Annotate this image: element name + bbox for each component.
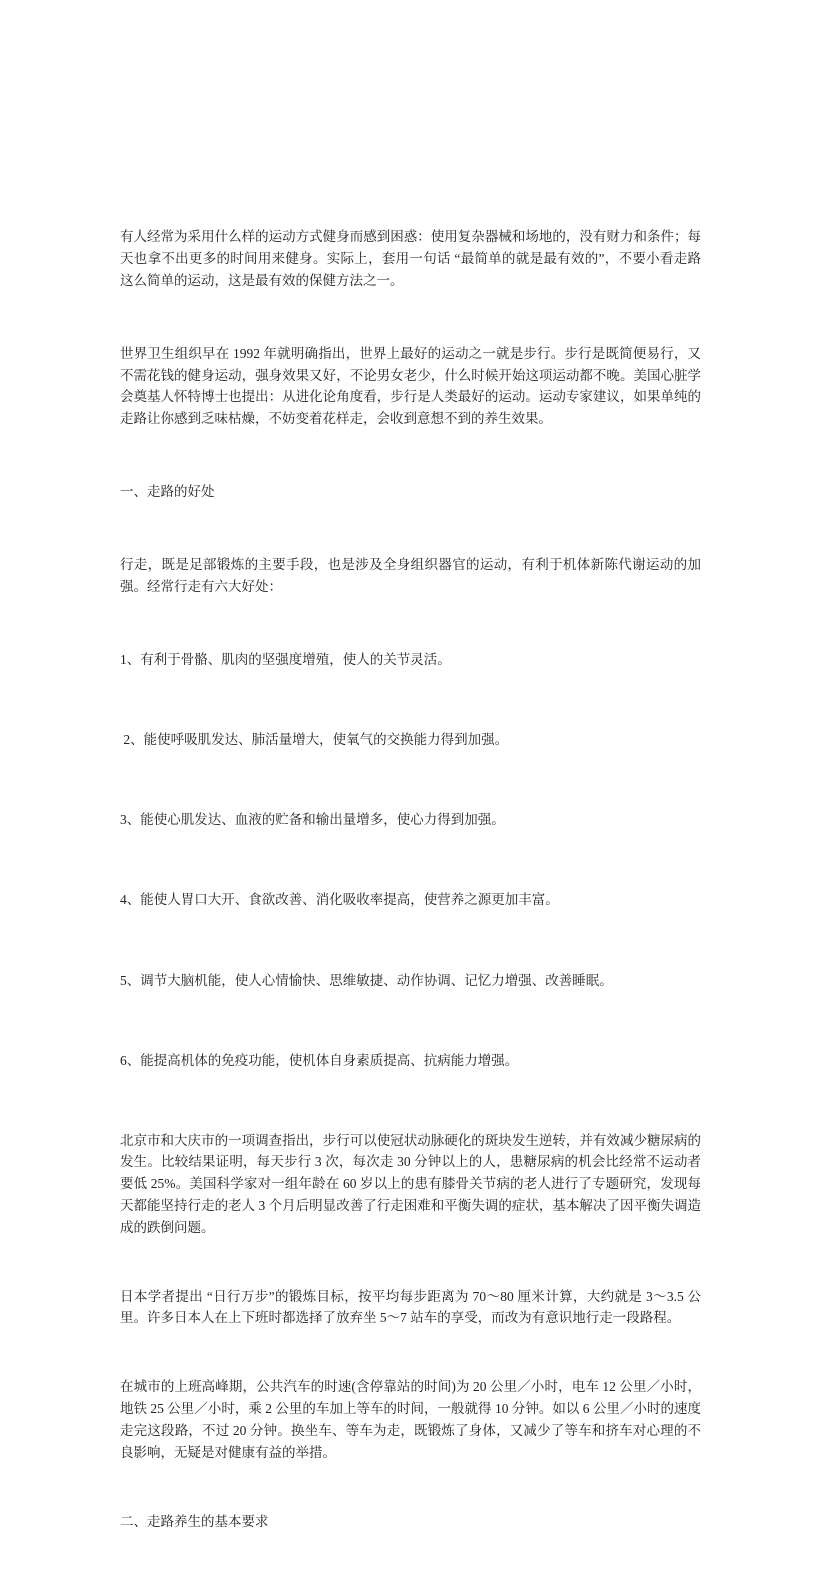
paragraph-commute-walking: 在城市的上班高峰期，公共汽车的时速(含停靠站的时间)为 20 公里／小时，电车 12 公里／小时，地铁 25 公里／小时，乘 2 公里的车加上等车的时间，一般就得 10 分钟。如以 6 公里／小时的速度走完这段路，不过 20 分钟。换坐车、等车为走，既锻炼了身体，又减少了等车和挤车对心理的不良影响，无疑是对健康有益的举措。 (120, 1379, 701, 1460)
benefit-item-4: 4、能使人胃口大开、食欲改善、消化吸收率提高，使营养之源更加丰富。 (120, 892, 559, 908)
benefit-item-3: 3、能使心肌发达、血液的贮备和输出量增多，使心力得到加强。 (120, 812, 505, 828)
benefit-item-2: 2、能使呼吸肌发达、肺活量增大，使氧气的交换能力得到加强。 (120, 732, 509, 748)
section-1-heading: 一、走路的好处 (120, 484, 215, 500)
benefit-item-6: 6、能提高机体的免疫功能，使机体自身素质提高、抗病能力增强。 (120, 1052, 519, 1068)
section-2-heading: 二、走路养生的基本要求 (120, 1513, 269, 1529)
paragraph-benefits-intro: 行走，既是足部锻炼的主要手段，也是涉及全身组织器官的运动，有利于机体新陈代谢运动的加强。经常行走有六大好处： (120, 557, 701, 594)
paragraph-intro-confusion: 有人经常为采用什么样的运动方式健身而感到困惑：使用复杂器械和场地的，没有财力和条件；每天也拿不出更多的时间用来健身。实际上，套用一句话 “最简单的就是最有效的”，不要小看走路这么简单的运动，这是最有效的保健方法之一。 (120, 229, 701, 288)
benefit-item-1: 1、有利于骨骼、肌肉的坚强度增殖，使人的关节灵活。 (120, 652, 451, 668)
document-body-text (120, 183, 701, 1576)
benefit-item-5: 5、调节大脑机能，使人心情愉快、思维敏捷、动作协调、记忆力增强、改善睡眠。 (120, 972, 613, 988)
paragraph-japan-ten-thousand-steps: 日本学者提出 “日行万步”的锻炼目标，按平均每步距离为 70～80 厘米计算，大约就是 3～3.5 公里。许多日本人在上下班时都选择了放弃坐 5～7 站车的享受，而改为有意识地行走一段路程。 (120, 1288, 701, 1326)
paragraph-who-recommendation: 世界卫生组织早在 1992 年就明确指出，世界上最好的运动之一就是步行。步行是既简便易行，又不需花钱的健身运动，强身效果又好，不论男女老少，什么时候开始这项运动都不晚。美国心脏学会奠基人怀特博士也提出：从进化论角度看，步行是人类最好的运动。运动专家建议，如果单纯的走路让你感到乏味枯燥，不妨变着花样走，会收到意想不到的养生效果。 (120, 345, 701, 427)
paragraph-survey-research: 北京市和大庆市的一项调查指出，步行可以使冠状动脉硬化的斑块发生逆转，并有效减少糖尿病的发生。比较结果证明，每天步行 3 次，每次走 30 分钟以上的人，患糖尿病的机会比经常不运动者要低 25%。美国科学家对一组年龄在 60 岁以上的患有膝骨关节病的老人进行了专题研究，发现每天都能坚持行走的老人 3 个月后明显改善了行走困难和平衡失调的症状，基本解决了因平衡失调造成的跌倒问题。 (120, 1132, 701, 1235)
